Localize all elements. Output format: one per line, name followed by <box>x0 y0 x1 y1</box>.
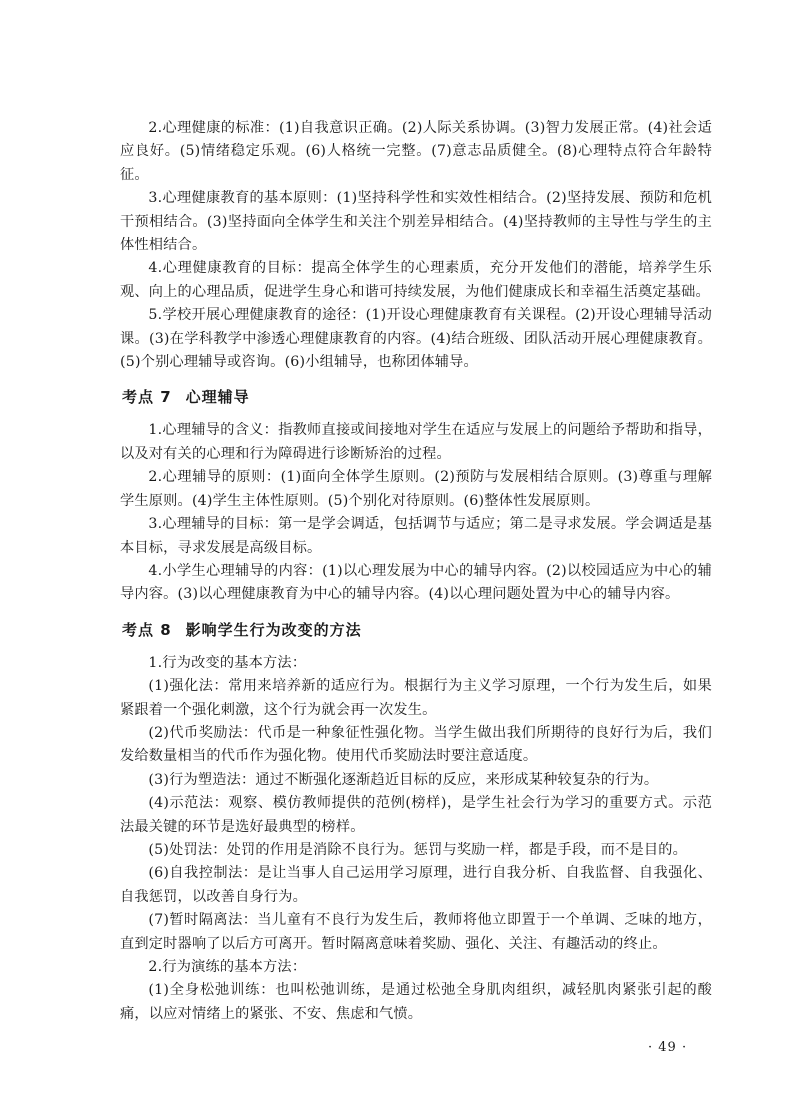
paragraph: 4.心理健康教育的目标：提高全体学生的心理素质，充分开发他们的潜能，培养学生乐观、向上的心理品质，促进学生身心和谐可持续发展，为他们健康成长和幸福生活奠定基础。 <box>120 260 712 300</box>
paragraph: (4)示范法：观察、模仿教师提供的范例(榜样)，是学生社会行为学习的重要方式。示范法最关键的环节是选好最典型的榜样。 <box>120 795 712 835</box>
paragraph: 3.心理辅导的目标：第一是学会调适，包括调节与适应；第二是寻求发展。学会调适是基本目标，寻求发展是高级目标。 <box>120 516 712 556</box>
paragraph: 2.心理辅导的原则：(1)面向全体学生原则。(2)预防与发展相结合原则。(3)尊重与理解学生原则。(4)学生主体性原则。(5)个别化对待原则。(6)整体性发展原则。 <box>120 469 712 509</box>
paragraph: 4.小学生心理辅导的内容：(1)以心理发展为中心的辅导内容。(2)以校园适应为中心的辅导内容。(3)以心理健康教育为中心的辅导内容。(4)以心理问题处置为中心的辅导内容。 <box>120 562 712 603</box>
paragraph: (3)行为塑造法：通过不断强化逐渐趋近目标的反应，来形成某种较复杂的行为。 <box>148 771 659 788</box>
section-heading <box>120 618 712 642</box>
paragraph: (1)全身松弛训练：也叫松弛训练，是通过松弛全身肌肉组织，减轻肌肉紧张引起的酸痛，以应对情绪上的紧张、不安、焦虑和气愤。 <box>120 982 712 1022</box>
page-content <box>120 117 712 1026</box>
page-number: · 49 · <box>648 1040 688 1055</box>
paragraph: (7)暂时隔离法：当儿童有不良行为发生后，教师将他立即置于一个单调、乏味的地方，直到定时器响了以后方可离开。暂时隔离意味着奖励、强化、关注、有趣活动的终止。 <box>120 912 712 952</box>
paragraph: 1.行为改变的基本方法： <box>148 654 307 671</box>
paragraph: 1.心理辅导的含义：指教师直接或间接地对学生在适应与发展上的问题给予帮助和指导，以及对有关的心理和行为障碍进行诊断矫治的过程。 <box>120 422 712 462</box>
paragraph: (1)强化法：常用来培养新的适应行为。根据行为主义学习原理，一个行为发生后，如果紧跟着一个强化刺激，这个行为就会再一次发生。 <box>120 678 712 718</box>
section-number: 考点 7 <box>122 388 172 407</box>
paragraph: 2.行为演练的基本方法： <box>148 959 307 975</box>
section-number: 考点 8 <box>122 620 172 639</box>
section-title: 影响学生行为改变的方法 <box>185 620 362 639</box>
section-heading <box>120 385 712 409</box>
section-title: 心理辅导 <box>185 388 250 407</box>
paragraph: (6)自我控制法：是让当事人自己运用学习原理，进行自我分析、自我监督、自我强化、自我惩罚，以改善自身行为。 <box>120 865 712 905</box>
paragraph: (5)处罚法：处罚的作用是消除不良行为。惩罚与奖励一样，都是手段，而不是目的。 <box>148 841 688 858</box>
paragraph: (2)代币奖励法：代币是一种象征性强化物。当学生做出我们所期待的良好行为后，我们发给数量相当的代币作为强化物。使用代币奖励法时要注意适度。 <box>120 724 712 765</box>
paragraph: 3.心理健康教育的基本原则：(1)坚持科学性和实效性相结合。(2)坚持发展、预防和危机干预相结合。(3)坚持面向全体学生和关注个别差异相结合。(4)坚持教师的主导性与学生的主体性相结合。 <box>120 190 712 254</box>
paragraph: 2.心理健康的标准：(1)自我意识正确。(2)人际关系协调。(3)智力发展正常。(4)社会适应良好。(5)情绪稳定乐观。(6)人格统一完整。(7)意志品质健全。(8)心理特点符合年龄特征。 <box>120 120 712 183</box>
paragraph: 5.学校开展心理健康教育的途径：(1)开设心理健康教育有关课程。(2)开设心理辅导活动课。(3)在学科教学中渗透心理健康教育的内容。(4)结合班级、团队活动开展心理健康教育。(5)个别心理辅导或咨询。(6)小组辅导，也称团体辅导。 <box>120 307 712 371</box>
